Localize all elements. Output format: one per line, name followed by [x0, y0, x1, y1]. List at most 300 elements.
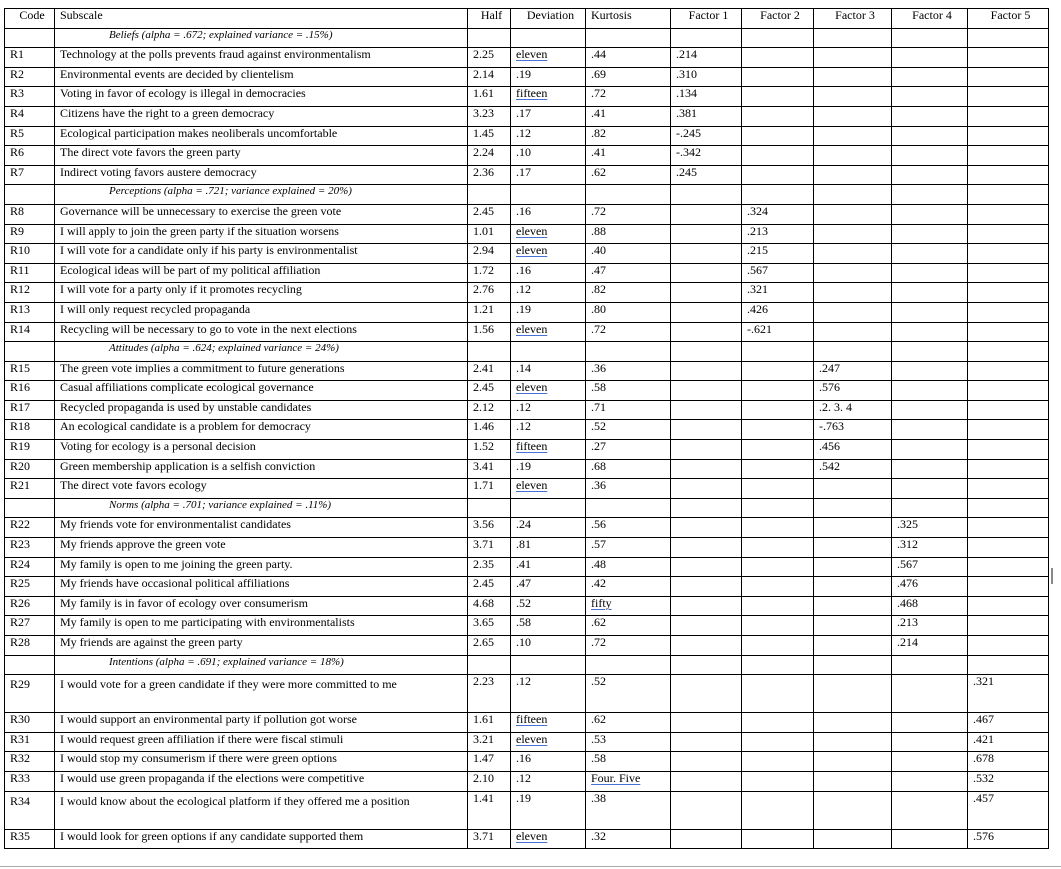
- item-code: R33: [5, 771, 55, 791]
- factor-4-empty: [892, 713, 968, 733]
- table-row: [5, 67, 1049, 87]
- factor-5-empty: [968, 146, 1049, 166]
- factor-3-empty: [814, 732, 892, 752]
- factor-5-empty: [968, 165, 1049, 185]
- item-half: 1.52: [468, 440, 511, 460]
- kurtosis-value: .57: [591, 537, 606, 552]
- item-deviation: [511, 224, 586, 244]
- factor-2-empty: [742, 48, 814, 68]
- factor-1-empty: [671, 616, 742, 636]
- item-half: 2.45: [468, 577, 511, 597]
- factor-5-empty: [968, 616, 1049, 636]
- header-factor-4: Factor 4: [892, 9, 968, 29]
- factor-3-empty: [814, 675, 892, 713]
- section-empty-cell: [892, 185, 968, 205]
- deviation-value: eleven: [516, 380, 548, 395]
- factor-4-empty: [892, 420, 968, 440]
- item-code: R13: [5, 302, 55, 322]
- item-code: R2: [5, 67, 55, 87]
- factor-3-empty: [814, 126, 892, 146]
- item-deviation: [511, 400, 586, 420]
- factor-1-empty: [671, 771, 742, 791]
- kurtosis-value: .58: [591, 380, 606, 395]
- item-half: 4.68: [468, 596, 511, 616]
- deviation-value: .12: [516, 126, 531, 140]
- item-kurtosis: [586, 459, 671, 479]
- factor-3-loading: .456: [814, 440, 892, 460]
- deviation-value: fifteen: [516, 712, 548, 727]
- item-kurtosis: [586, 224, 671, 244]
- factor-4-empty: [892, 459, 968, 479]
- factor-3-empty: [814, 791, 892, 829]
- factor-5-empty: [968, 636, 1049, 656]
- factor-3-loading: [814, 479, 892, 499]
- factor-5-empty: [968, 557, 1049, 577]
- section-empty-cell: [468, 498, 511, 518]
- kurtosis-value: .69: [591, 67, 606, 81]
- factor-1-loading: .245: [671, 165, 742, 185]
- deviation-value: fifteen: [516, 86, 548, 101]
- item-text: The green vote implies a commitment to future generations: [55, 361, 468, 381]
- factor-3-empty: [814, 752, 892, 772]
- section-empty-cell: [671, 655, 742, 675]
- factor-3-empty: [814, 596, 892, 616]
- section-empty-cell: [968, 655, 1049, 675]
- factor-2-empty: [742, 146, 814, 166]
- item-text: My family is in favor of ecology over consumerism: [55, 596, 468, 616]
- item-half: 2.76: [468, 283, 511, 303]
- item-text: I would support an environmental party if pollution got worse: [55, 713, 468, 733]
- item-half: 2.41: [468, 361, 511, 381]
- factor-3-loading: -.763: [814, 420, 892, 440]
- factor-2-loading: .213: [742, 224, 814, 244]
- factor-3-empty: [814, 244, 892, 264]
- table-row: [5, 675, 1049, 713]
- item-half: 1.56: [468, 322, 511, 342]
- section-empty-cell: [892, 655, 968, 675]
- item-kurtosis: [586, 322, 671, 342]
- item-kurtosis: [586, 204, 671, 224]
- factor-4-empty: [892, 146, 968, 166]
- section-empty-cell: [468, 655, 511, 675]
- section-empty-cell: [511, 655, 586, 675]
- factor-3-empty: [814, 224, 892, 244]
- item-text: Voting in favor of ecology is illegal in democracies: [55, 87, 468, 107]
- kurtosis-value: .27: [591, 439, 606, 454]
- factor-2-empty: [742, 459, 814, 479]
- item-kurtosis: [586, 106, 671, 126]
- item-text: Indirect voting favors austere democracy: [55, 165, 468, 185]
- factor-2-loading: -.621: [742, 322, 814, 342]
- item-code: R34: [5, 791, 55, 829]
- kurtosis-value: .62: [591, 165, 606, 179]
- item-half: 2.35: [468, 557, 511, 577]
- table-row: [5, 713, 1049, 733]
- item-code: R14: [5, 322, 55, 342]
- kurtosis-value: .62: [591, 712, 606, 727]
- factor-1-loading: .214: [671, 48, 742, 68]
- table-row: [5, 381, 1049, 401]
- factor-5-loading: .457: [968, 791, 1049, 829]
- item-deviation: [511, 322, 586, 342]
- page-bottom-rule: [0, 866, 1061, 867]
- item-kurtosis: [586, 48, 671, 68]
- item-code: R30: [5, 713, 55, 733]
- factor-5-empty: [968, 479, 1049, 499]
- item-kurtosis: [586, 616, 671, 636]
- item-text: My family is open to me joining the green party.: [55, 557, 468, 577]
- item-text: Technology at the polls prevents fraud against environmentalism: [55, 48, 468, 68]
- kurtosis-value: .52: [591, 419, 606, 434]
- item-text: Voting for ecology is a personal decision: [55, 440, 468, 460]
- factor-5-empty: [968, 577, 1049, 597]
- item-half: 1.21: [468, 302, 511, 322]
- deviation-value: .52: [516, 596, 531, 610]
- item-text: Ecological participation makes neoliberals uncomfortable: [55, 126, 468, 146]
- factor-2-empty: [742, 829, 814, 849]
- item-kurtosis: [586, 732, 671, 752]
- kurtosis-value: .72: [591, 635, 606, 649]
- section-empty-cell: [742, 28, 814, 48]
- section-code-cell: [5, 655, 55, 675]
- deviation-value: eleven: [516, 478, 548, 493]
- kurtosis-value: Four. Five: [591, 771, 641, 785]
- deviation-value: .14: [516, 361, 531, 375]
- item-deviation: [511, 381, 586, 401]
- deviation-value: .19: [516, 67, 531, 81]
- kurtosis-value: .88: [591, 224, 606, 238]
- factor-3-empty: [814, 263, 892, 283]
- factor-5-empty: [968, 596, 1049, 616]
- factor-1-empty: [671, 400, 742, 420]
- section-empty-cell: [892, 498, 968, 518]
- factor-3-empty: [814, 48, 892, 68]
- factor-1-empty: [671, 557, 742, 577]
- kurtosis-value: .42: [591, 576, 606, 591]
- item-code: R35: [5, 829, 55, 849]
- factor-1-empty: [671, 204, 742, 224]
- item-kurtosis: [586, 400, 671, 420]
- item-half: 3.65: [468, 616, 511, 636]
- table-row: [5, 165, 1049, 185]
- item-half: 2.23: [468, 675, 511, 713]
- section-empty-cell: [968, 185, 1049, 205]
- factor-4-empty: [892, 224, 968, 244]
- deviation-value: .47: [516, 576, 531, 591]
- table-row: [5, 420, 1049, 440]
- factor-5-loading: .421: [968, 732, 1049, 752]
- deviation-value: .10: [516, 145, 531, 160]
- item-text: My friends vote for environmentalist candidates: [55, 518, 468, 538]
- item-code: R7: [5, 165, 55, 185]
- factor-2-empty: [742, 479, 814, 499]
- factor-3-empty: [814, 636, 892, 656]
- item-kurtosis: [586, 577, 671, 597]
- factor-4-loading: .214: [892, 636, 968, 656]
- factor-3-empty: [814, 87, 892, 107]
- item-deviation: [511, 420, 586, 440]
- factor-4-empty: [892, 675, 968, 713]
- item-deviation: [511, 557, 586, 577]
- item-deviation: [511, 165, 586, 185]
- table-row: [5, 224, 1049, 244]
- factor-2-empty: [742, 791, 814, 829]
- table-row: [5, 829, 1049, 849]
- factor-4-loading: .476: [892, 577, 968, 597]
- factor-5-empty: [968, 48, 1049, 68]
- table-row: [5, 263, 1049, 283]
- factor-4-empty: [892, 87, 968, 107]
- item-deviation: [511, 771, 586, 791]
- item-half: 2.25: [468, 48, 511, 68]
- item-kurtosis: [586, 126, 671, 146]
- kurtosis-value: .41: [591, 145, 606, 160]
- item-text: An ecological candidate is a problem for democracy: [55, 420, 468, 440]
- section-empty-cell: [586, 185, 671, 205]
- factor-1-loading: .310: [671, 67, 742, 87]
- section-header-row: [5, 498, 1049, 518]
- item-kurtosis: [586, 440, 671, 460]
- section-empty-cell: [671, 498, 742, 518]
- section-empty-cell: [468, 28, 511, 48]
- section-empty-cell: [968, 498, 1049, 518]
- item-text: I would look for green options if any candidate supported them: [55, 829, 468, 849]
- item-deviation: [511, 479, 586, 499]
- factor-2-empty: [742, 616, 814, 636]
- deviation-value: eleven: [516, 732, 548, 746]
- kurtosis-value: fifty: [591, 596, 612, 610]
- factor-4-empty: [892, 381, 968, 401]
- item-deviation: [511, 791, 586, 829]
- deviation-value: .16: [516, 263, 531, 277]
- item-code: R28: [5, 636, 55, 656]
- deviation-value: .17: [516, 106, 531, 120]
- section-code-cell: [5, 342, 55, 362]
- factor-4-empty: [892, 400, 968, 420]
- factor-4-empty: [892, 244, 968, 264]
- item-code: R29: [5, 675, 55, 713]
- factor-2-empty: [742, 732, 814, 752]
- item-half: 3.23: [468, 106, 511, 126]
- factor-4-loading: .312: [892, 538, 968, 558]
- factor-1-empty: [671, 283, 742, 303]
- item-half: 2.14: [468, 67, 511, 87]
- item-text: I would vote for a green candidate if they were more committed to me: [55, 675, 468, 713]
- factor-3-empty: [814, 518, 892, 538]
- factor-3-empty: [814, 302, 892, 322]
- factor-5-empty: [968, 67, 1049, 87]
- factor-1-empty: [671, 381, 742, 401]
- factor-5-empty: [968, 322, 1049, 342]
- factor-4-empty: [892, 322, 968, 342]
- deviation-value: eleven: [516, 224, 548, 238]
- item-kurtosis: [586, 771, 671, 791]
- table-row: [5, 557, 1049, 577]
- factor-1-empty: [671, 244, 742, 264]
- section-empty-cell: [586, 498, 671, 518]
- deviation-value: .19: [516, 302, 531, 316]
- item-deviation: [511, 518, 586, 538]
- header-factor-3: Factor 3: [814, 9, 892, 29]
- deviation-value: .19: [516, 459, 531, 473]
- section-empty-cell: [511, 342, 586, 362]
- factor-1-loading: -.245: [671, 126, 742, 146]
- factor-1-empty: [671, 518, 742, 538]
- factor-2-loading: .426: [742, 302, 814, 322]
- factor-2-empty: [742, 87, 814, 107]
- factor-4-empty: [892, 126, 968, 146]
- kurtosis-value: .36: [591, 478, 606, 493]
- table-row: [5, 322, 1049, 342]
- item-code: R10: [5, 244, 55, 264]
- factor-4-empty: [892, 732, 968, 752]
- deviation-value: .41: [516, 557, 531, 571]
- item-text: I would stop my consumerism if there were green options: [55, 752, 468, 772]
- table-row: [5, 459, 1049, 479]
- factor-5-empty: [968, 538, 1049, 558]
- item-text: The direct vote favors the green party: [55, 146, 468, 166]
- item-kurtosis: [586, 538, 671, 558]
- factor-2-loading: .567: [742, 263, 814, 283]
- factor-5-empty: [968, 440, 1049, 460]
- item-kurtosis: [586, 302, 671, 322]
- kurtosis-value: .82: [591, 282, 606, 297]
- factor-2-empty: [742, 126, 814, 146]
- factor-3-loading: .2. 3. 4: [814, 400, 892, 420]
- section-empty-cell: [892, 342, 968, 362]
- table-header-row: [5, 9, 1049, 29]
- factor-2-empty: [742, 381, 814, 401]
- factor-2-empty: [742, 752, 814, 772]
- section-title: Norms (alpha = .701; variance explained = .11%): [55, 498, 468, 518]
- item-text: I would request green affiliation if there were fiscal stimuli: [55, 732, 468, 752]
- factor-1-empty: [671, 675, 742, 713]
- factor-1-empty: [671, 459, 742, 479]
- deviation-value: .81: [516, 537, 531, 552]
- item-half: 1.46: [468, 420, 511, 440]
- item-kurtosis: [586, 283, 671, 303]
- factor-5-empty: [968, 361, 1049, 381]
- header-subscale: Subscale: [55, 9, 468, 29]
- table-row: [5, 48, 1049, 68]
- item-code: R4: [5, 106, 55, 126]
- item-code: R8: [5, 204, 55, 224]
- factor-2-empty: [742, 400, 814, 420]
- item-text: Casual affiliations complicate ecological governance: [55, 381, 468, 401]
- item-kurtosis: [586, 829, 671, 849]
- item-code: R31: [5, 732, 55, 752]
- item-code: R20: [5, 459, 55, 479]
- section-empty-cell: [814, 342, 892, 362]
- factor-1-empty: [671, 596, 742, 616]
- factor-2-empty: [742, 771, 814, 791]
- kurtosis-value: .48: [591, 557, 606, 571]
- section-title: Intentions (alpha = .691; explained variance = 18%): [55, 655, 468, 675]
- table-row: [5, 616, 1049, 636]
- item-kurtosis: [586, 713, 671, 733]
- factor-1-empty: [671, 829, 742, 849]
- section-title: Perceptions (alpha = .721; variance explained = 20%): [55, 185, 468, 205]
- section-empty-cell: [586, 655, 671, 675]
- factor-5-empty: [968, 106, 1049, 126]
- item-half: 3.71: [468, 538, 511, 558]
- factor-3-loading: .247: [814, 361, 892, 381]
- factor-2-empty: [742, 675, 814, 713]
- table-row: [5, 732, 1049, 752]
- section-empty-cell: [511, 498, 586, 518]
- section-empty-cell: [814, 498, 892, 518]
- item-deviation: [511, 636, 586, 656]
- item-code: R25: [5, 577, 55, 597]
- factor-4-empty: [892, 829, 968, 849]
- item-code: R32: [5, 752, 55, 772]
- factor-4-loading: .567: [892, 557, 968, 577]
- item-kurtosis: [586, 557, 671, 577]
- factor-4-empty: [892, 106, 968, 126]
- section-empty-cell: [742, 342, 814, 362]
- section-title: Beliefs (alpha = .672; explained variance = .15%): [55, 28, 468, 48]
- factor-1-empty: [671, 791, 742, 829]
- factor-2-loading: .215: [742, 244, 814, 264]
- item-kurtosis: [586, 263, 671, 283]
- document-page: [4, 8, 1049, 849]
- kurtosis-value: .58: [591, 751, 606, 766]
- item-half: 2.10: [468, 771, 511, 791]
- section-title: Attitudes (alpha = .624; explained variance = 24%): [55, 342, 468, 362]
- deviation-value: .58: [516, 615, 531, 630]
- item-half: 2.12: [468, 400, 511, 420]
- factor-5-empty: [968, 518, 1049, 538]
- table-row: [5, 361, 1049, 381]
- section-empty-cell: [586, 342, 671, 362]
- factor-5-empty: [968, 224, 1049, 244]
- deviation-value: .12: [516, 400, 531, 414]
- item-code: R21: [5, 479, 55, 499]
- factor-4-empty: [892, 302, 968, 322]
- section-empty-cell: [742, 498, 814, 518]
- item-kurtosis: [586, 244, 671, 264]
- item-deviation: [511, 263, 586, 283]
- section-header-row: [5, 655, 1049, 675]
- item-half: 3.71: [468, 829, 511, 849]
- section-empty-cell: [671, 28, 742, 48]
- deviation-value: .10: [516, 635, 531, 649]
- item-code: R18: [5, 420, 55, 440]
- section-code-cell: [5, 185, 55, 205]
- deviation-value: .12: [516, 282, 531, 297]
- section-empty-cell: [968, 342, 1049, 362]
- table-body: [5, 28, 1049, 849]
- kurtosis-value: .52: [591, 674, 606, 689]
- item-deviation: [511, 675, 586, 713]
- item-deviation: [511, 538, 586, 558]
- item-half: 2.65: [468, 636, 511, 656]
- item-text: Environmental events are decided by clientelism: [55, 67, 468, 87]
- table-row: [5, 244, 1049, 264]
- factor-3-empty: [814, 557, 892, 577]
- item-half: 2.45: [468, 381, 511, 401]
- item-text: I will vote for a party only if it promotes recycling: [55, 283, 468, 303]
- section-header-row: [5, 28, 1049, 48]
- factor-1-empty: [671, 302, 742, 322]
- factor-3-loading: .542: [814, 459, 892, 479]
- factor-5-loading: .532: [968, 771, 1049, 791]
- kurtosis-value: .32: [591, 829, 606, 843]
- factor-2-empty: [742, 557, 814, 577]
- factor-3-empty: [814, 616, 892, 636]
- factor-5-empty: [968, 381, 1049, 401]
- header-factor-5: Factor 5: [968, 9, 1049, 29]
